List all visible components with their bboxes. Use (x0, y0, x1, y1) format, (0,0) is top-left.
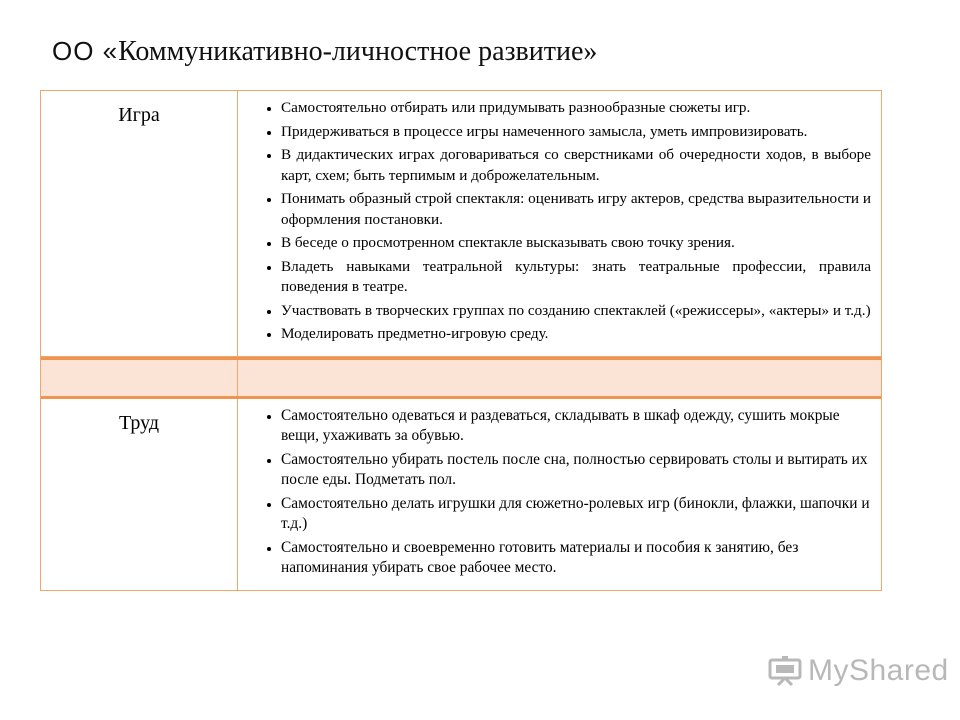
bullet-list (238, 98, 871, 345)
list-item: • Владеть навыками театральной культуры: знать театральные профессии, правила поведения в театре. (281, 257, 871, 298)
list-item: • Самостоятельно отбирать или придумывать разнообразные сюжеты игр. (281, 98, 871, 119)
category-cell: Труд (41, 399, 238, 590)
presentation-board-icon (768, 656, 802, 686)
list-item: • Самостоятельно и своевременно готовить материалы и пособия к занятию, без напоминания убирать свое рабочее место. (281, 538, 871, 579)
items-cell (238, 399, 881, 590)
empty-cell (238, 360, 881, 396)
list-item: • Самостоятельно одеваться и раздеваться, складывать в шкаф одежду, сушить мокрые вещи, ухаживать за обувью. (281, 406, 871, 447)
list-item: • Самостоятельно делать игрушки для сюжетно-ролевых игр (бинокли, флажки, шапочки и т.д.) (281, 494, 871, 535)
bullet-list (238, 406, 871, 579)
watermark-text: MyShared (808, 654, 949, 687)
content-table (40, 90, 882, 591)
title-main: Коммуникативно-личностное развитие» (118, 36, 598, 67)
watermark-logo (768, 654, 949, 688)
list-item: • Самостоятельно убирать постель после сна, полностью сервировать столы и вытирать их после еды. Подметать пол. (281, 450, 871, 491)
category-cell: Игра (41, 91, 238, 356)
list-item: • В беседе о просмотренном спектакле высказывать свою точку зрения. (281, 233, 871, 254)
table-row-igra (41, 91, 881, 357)
table-row-trud (41, 399, 881, 590)
table-row-empty (41, 357, 881, 399)
empty-cell (41, 360, 238, 396)
list-item: • Понимать образный строй спектакля: оценивать игру актеров, средства выразительности и оформления постановки. (281, 189, 871, 230)
list-item: • Моделировать предметно-игровую среду. (281, 324, 871, 345)
list-item: • Участвовать в творческих группах по созданию спектаклей («режиссеры», «актеры» и т.д.) (281, 301, 871, 322)
items-cell (238, 91, 881, 356)
list-item: • Придерживаться в процессе игры намеченного замысла, уметь импровизировать. (281, 122, 871, 143)
list-item: • В дидактических играх договариваться со сверстниками об очередности ходов, в выборе карт, схем; быть терпимым и доброжелательным. (281, 145, 871, 186)
slide-title (52, 36, 597, 68)
title-prefix: ОО « (52, 36, 119, 66)
